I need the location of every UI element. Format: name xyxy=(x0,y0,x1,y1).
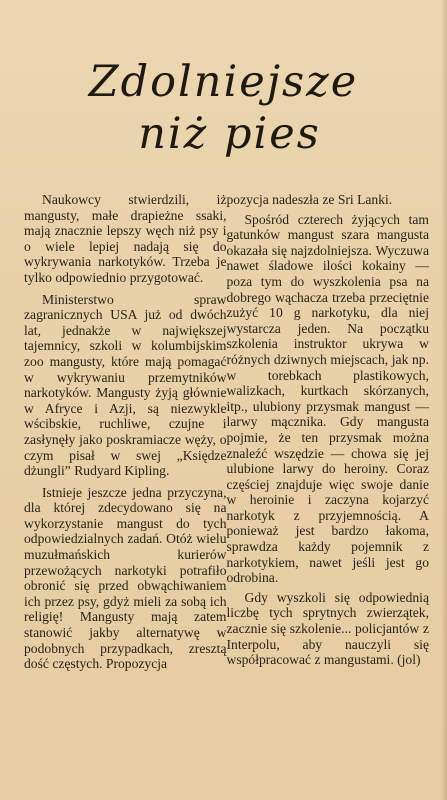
headline-line-2: niż pies xyxy=(138,109,321,159)
left-column xyxy=(24,192,227,672)
right-column xyxy=(227,192,430,668)
article-body xyxy=(10,192,437,672)
article-paragraph: Ministerstwo spraw zagranicznych USA już od dwóch lat, jednakże w największej tajemnicy, szkoli w kolumbijskim zoo mangusty, które mają pomagać w wykrywaniu przemytników narkotyków. Mangusty żyją głównie w Afryce i Azji, są niezwykle wścibskie, ruchliwe, czujne i zasłynęły jako poskramiacze węży, o czym pisał w swej „Księdze dżungli” Rudyard Kipling. xyxy=(24,291,227,479)
article-paragraph: Spośród czterech żyjących tam gatunków mangust szara mangusta okazała się najzdolniejsza. Wyczuwa nawet śladowe ilości kokainy — poza tym do wyszkolenia psa na dobrego wąchacza trzeba przeciętnie zużyć 10 g narkotyku, dla niej wystarcza jeden. Na początku szkolenia instruktor ukrywa w różnych dziwnych miejscach, jak np. w torebkach plastikowych, walizkach, kurtkach skórzanych, itp., ulubiony przysmak mangust — larwy mącznika. Gdy mangusta pojmie, że ten przysmak można znaleźć wszędzie — chowa się jej ulubione larwy do heroiny. Coraz częściej znajduje więc swoje danie w heroinie i zaczyna kojarzyć narkotyk z przyjemnością. A ponieważ jest bardzo łakoma, sprawdza każdy pojemnik z narkotykiem, nawet jeśli jest go odrobina. xyxy=(226,211,429,586)
article-paragraph-continued: pozycja nadeszła ze Sri Lanki. xyxy=(226,192,393,207)
headline xyxy=(10,0,437,168)
paper-edge-shadow xyxy=(441,0,447,800)
article-paragraph: Gdy wyszkoli się odpowiednią liczbę tych sprytnych zwierzątek, zacznie się szkolenie... policjantów z Interpolu, aby nauczyli się współpracować z mangustami. (jol) xyxy=(226,589,429,668)
headline-line-1: Zdolniejsze xyxy=(88,57,359,107)
article-paragraph: Istnieje jeszcze jedna przyczyna, dla której zdecydowano się na wykorzystanie mangust do tych odpowiedzialnych zadań. Otóż wielu muzułmańskich kurierów przewożących narkotyki potrafiło obronić się przed obwąchiwaniem ich przez psy, gdyż mieli za sobą ich religię! Mangusty mają zatem stanowić jakby alternatywę w podobnych przypadkach, zresztą dość częstych. Propozycja xyxy=(24,484,227,672)
article-paragraph: Naukowcy stwierdzili, iż mangusty, małe drapieżne ssaki, mają znacznie lepszy węch niż psy i o wiele lepiej nadają się do wykrywania narkotyków. Trzeba je tylko odpowiednio przygotować. xyxy=(24,192,227,285)
